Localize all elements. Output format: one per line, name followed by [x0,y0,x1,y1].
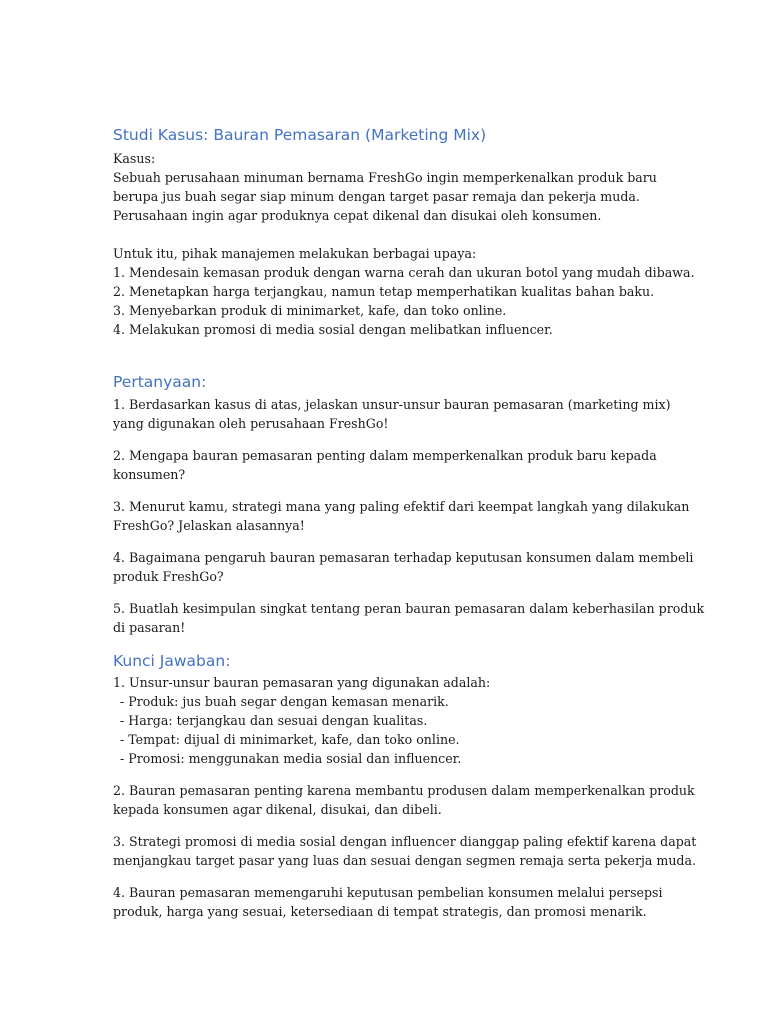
case-line: Sebuah perusahaan minuman bernama FreshGo ingin memperkenalkan produk baru [113,170,657,185]
answer-item [113,781,695,819]
answer-line: 2. Bauran pemasaran penting karena membantu produsen dalam memperkenalkan produk [113,783,695,798]
questions-list [113,395,705,637]
question-line: yang digunakan oleh perusahaan FreshGo! [113,416,389,431]
question-item [113,497,690,535]
answer-subitem: - Produk: jus buah segar dengan kemasan menarik. [120,694,449,709]
document-title: Studi Kasus: Bauran Pemasaran (Marketing Mix) [113,126,487,144]
answer-item [113,832,697,870]
answer-line: produk, harga yang sesuai, ketersediaan di tempat strategis, dan promosi menarik. [113,904,647,919]
questions-heading: Pertanyaan: [113,373,207,391]
answer-subitem: - Tempat: dijual di minimarket, kafe, dan toko online. [120,732,460,747]
answers-heading: Kunci Jawaban: [113,652,231,670]
question-item [113,395,673,433]
answer-line: 1. Unsur-unsur bauran pemasaran yang digunakan adalah: [113,675,491,690]
answers-list [113,673,697,921]
effort-item: 4. Melakukan promosi di media sosial dengan melibatkan influencer. [113,322,553,337]
answer-item [113,673,673,768]
efforts-intro: Untuk itu, pihak manajemen melakukan berbagai upaya: [113,246,477,261]
question-line: 5. Buatlah kesimpulan singkat tentang peran bauran pemasaran dalam keberhasilan produk [113,601,705,616]
case-label: Kasus: [113,151,156,166]
question-line: konsumen? [113,467,186,482]
question-line: 2. Mengapa bauran pemasaran penting dalam memperkenalkan produk baru kepada [113,448,657,463]
question-line: 1. Berdasarkan kasus di atas, jelaskan unsur-unsur bauran pemasaran (marketing mix) [113,397,671,412]
answer-subitem: - Promosi: menggunakan media sosial dan influencer. [120,751,462,766]
effort-item: 3. Menyebarkan produk di minimarket, kafe, dan toko online. [113,303,507,318]
case-section [113,149,695,339]
answer-line: kepada konsumen agar dikenal, disukai, dan dibeli. [113,802,442,817]
question-item [113,599,705,637]
document-page [113,124,705,921]
question-item [113,548,694,586]
question-item [113,446,673,484]
question-line: FreshGo? Jelaskan alasannya! [113,518,305,533]
answer-subitem: - Harga: terjangkau dan sesuai dengan kualitas. [120,713,428,728]
question-line: 4. Bagaimana pengaruh bauran pemasaran terhadap keputusan konsumen dalam membeli [113,550,694,565]
answer-item [113,883,673,921]
effort-item: 1. Mendesain kemasan produk dengan warna cerah dan ukuran botol yang mudah dibawa. [113,265,695,280]
answer-line: 4. Bauran pemasaran memengaruhi keputusan pembelian konsumen melalui persepsi [113,885,663,900]
case-line: Perusahaan ingin agar produknya cepat dikenal dan disukai oleh konsumen. [113,208,602,223]
question-line: 3. Menurut kamu, strategi mana yang paling efektif dari keempat langkah yang dilakukan [113,499,690,514]
answer-line: menjangkau target pasar yang luas dan sesuai dengan segmen remaja serta pekerja muda. [113,853,697,868]
case-line: berupa jus buah segar siap minum dengan target pasar remaja dan pekerja muda. [113,189,640,204]
question-line: di pasaran! [113,620,186,635]
effort-item: 2. Menetapkan harga terjangkau, namun tetap memperhatikan kualitas bahan baku. [113,284,655,299]
question-line: produk FreshGo? [113,569,224,584]
answer-line: 3. Strategi promosi di media sosial dengan influencer dianggap paling efektif karena dapat [113,834,697,849]
